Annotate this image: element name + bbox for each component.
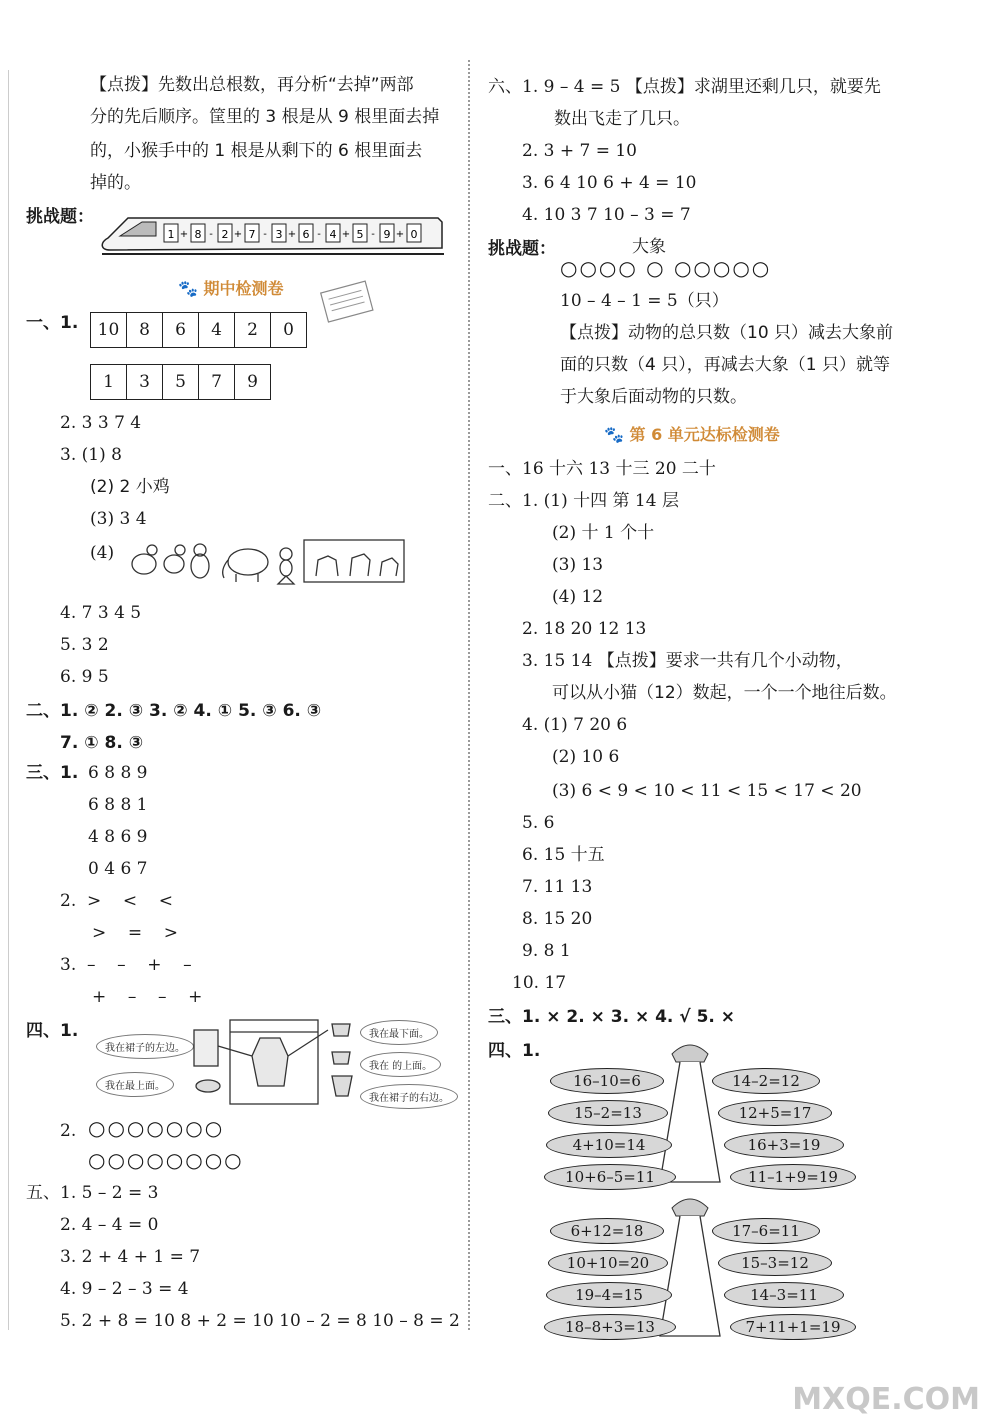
number-boxes-row2: [90, 364, 271, 400]
train-illustration: [98, 212, 448, 256]
equation-oval: 11–1+9=19: [730, 1164, 856, 1190]
equation-oval: 4+10=14: [546, 1132, 672, 1158]
train-operator: -: [263, 229, 267, 240]
equation-oval: 19–4=15: [546, 1282, 672, 1308]
equation-oval: 15–3=12: [718, 1250, 832, 1276]
answer-line: 2.: [60, 1121, 77, 1141]
tip-line: 的，小猴手中的 1 根是从剩下的 6 根里面去: [90, 141, 423, 161]
tip-line: 面的只数（4 只），再减去大象（1 只）就等: [560, 355, 890, 375]
train-cell-value: 5: [356, 228, 364, 241]
answer-line: 3. (1) 8: [60, 445, 122, 465]
number-box: 5: [163, 365, 199, 399]
equation-oval: 7+11+1=19: [730, 1314, 856, 1340]
stamp-icon: [318, 278, 380, 326]
unit-answer: 2. 18 20 12 13: [522, 619, 647, 639]
circles-row: ○○○○○○○: [88, 1116, 225, 1140]
challenge-label: 挑战题：: [26, 207, 94, 227]
train-cell-value: 3: [275, 228, 283, 241]
unit-answer: 5. 6: [522, 813, 555, 833]
number-box: 2: [235, 313, 271, 347]
equation-oval: 10+10=20: [548, 1250, 668, 1276]
section5-line: 2. 4 – 4 = 0: [60, 1215, 159, 1235]
section-title-midterm: 🐾 期中检测卷: [178, 279, 284, 298]
tip-line: 掉的。: [90, 173, 141, 193]
section5-line: 五、1. 5 – 2 = 3: [26, 1183, 159, 1203]
q1-label: 一、1.: [26, 313, 79, 333]
number-box: 10: [91, 313, 127, 347]
section2-line1: 二、1. ② 2. ③ 3. ② 4. ① 5. ③ 6. ③: [26, 701, 322, 721]
unit-answer: 可以从小猫（12）数起，一个一个地往后数。: [552, 683, 897, 703]
unit-answer: 7. 11 13: [522, 877, 593, 897]
train-operator: +: [341, 229, 351, 240]
section6-line: 数出飞走了几只。: [554, 109, 690, 129]
speech-bubble: 我在最上面。: [96, 1072, 174, 1097]
answer-line: 6 8 8 9: [88, 763, 148, 783]
equation-oval: 16+3=19: [724, 1132, 844, 1158]
tip-line: 于大象后面动物的只数。: [560, 387, 747, 407]
unit-answer: 三、1. × 2. × 3. × 4. √ 5. ×: [488, 1007, 736, 1027]
equation-oval: 16–10=6: [550, 1068, 664, 1094]
section2-line2: 7. ① 8. ③: [60, 733, 144, 753]
equation-oval: 14–3=11: [724, 1282, 844, 1308]
answer-line: 2. > < <: [60, 891, 173, 911]
number-box: 7: [199, 365, 235, 399]
answer-line: (3) 3 4: [90, 509, 147, 529]
answer-line: + – – +: [92, 987, 203, 1007]
tip-line: 分的先后顺序。筐里的 3 根是从 9 根里面去掉: [90, 107, 440, 127]
tip-line: 【点拨】先数出总根数，再分析“去掉”两部: [90, 75, 414, 95]
answer-line: > = >: [92, 923, 178, 943]
number-box: 9: [247, 372, 258, 392]
section6-line: 4. 10 3 7 10 – 3 = 7: [522, 205, 691, 225]
equation: 10 – 4 – 1 = 5（只）: [560, 291, 729, 311]
section6-line: 2. 3 + 7 = 10: [522, 141, 637, 161]
wardrobe-illustration: [188, 1016, 358, 1108]
unit-answer: 10. 17: [512, 973, 567, 993]
equation-oval: 15–2=13: [548, 1100, 668, 1126]
speech-bubble: 我在最下面。: [360, 1020, 438, 1045]
train-operator: +: [287, 229, 297, 240]
animal-circles: ○○○○ ○ ○○○○○: [560, 256, 772, 280]
elephant-label: 大象: [632, 237, 666, 257]
equation-oval: 6+12=18: [550, 1218, 664, 1244]
watermark: MXQE.COM: [792, 1382, 980, 1417]
number-box: 1: [91, 365, 127, 399]
tip-line: 【点拨】动物的总只数（10 只）减去大象前: [560, 323, 894, 343]
unit-answer: (2) 10 6: [552, 747, 620, 767]
answer-line: 4. 7 3 4 5: [60, 603, 142, 623]
train-cell-value: 4: [329, 228, 337, 241]
number-box: 4: [199, 313, 235, 347]
section3-label: 三、1.: [26, 763, 79, 783]
left-margin-line: [8, 70, 9, 1330]
section5-line: 3. 2 + 4 + 1 = 7: [60, 1247, 201, 1267]
answer-line: 6. 9 5: [60, 667, 109, 687]
answer-line: 4 8 6 9: [88, 827, 148, 847]
number-boxes-row1: [90, 312, 307, 348]
paw-icon: 🐾: [604, 425, 624, 444]
train-operator: +: [233, 229, 243, 240]
section6-line: 六、1. 9 – 4 = 5 【点拨】求湖里还剩几只，就要先: [488, 77, 881, 97]
answer-line: 5. 3 2: [60, 635, 109, 655]
train-cell-value: 1: [167, 228, 175, 241]
unit-answer: 3. 15 14 【点拨】要求一共有几个小动物，: [522, 651, 853, 671]
train-operator: -: [209, 229, 213, 240]
train-operator: +: [179, 229, 189, 240]
section-title-unit6: 🐾 第 6 单元达标检测卷: [604, 425, 780, 444]
paw-icon: 🐾: [178, 279, 198, 298]
answer-line: 0 4 6 7: [88, 859, 148, 879]
equation-oval: 12+5=17: [718, 1100, 832, 1126]
unit-answer: 8. 15 20: [522, 909, 593, 929]
number-box: 0: [283, 320, 294, 340]
speech-bubble: 我在裙子的右边。: [360, 1084, 458, 1109]
unit-answer: (4) 12: [552, 587, 604, 607]
unit-answer: 二、1. (1) 十四 第 14 层: [488, 491, 679, 511]
train-cell-value: 9: [383, 228, 391, 241]
unit-answer: (2) 十 1 个十: [552, 523, 655, 543]
train-operator: -: [371, 229, 375, 240]
answer-line: 2. 3 3 7 4: [60, 413, 142, 433]
challenge-label-right: 挑战题：: [488, 239, 556, 259]
unit-answer: 四、1.: [488, 1041, 541, 1061]
column-divider: [468, 60, 470, 1330]
unit-answer: 一、16 十六 13 十三 20 二十: [488, 459, 716, 479]
speech-bubble: 我在 的上面。: [360, 1052, 441, 1077]
train-cell-value: 7: [248, 228, 256, 241]
section6-line: 3. 6 4 10 6 + 4 = 10: [522, 173, 697, 193]
equation-oval: 14–2=12: [712, 1068, 820, 1094]
equation-oval: 10+6–5=11: [544, 1164, 676, 1190]
train-cell-value: 0: [410, 228, 418, 241]
train-cell-value: 6: [302, 228, 310, 241]
train-cell-value: 2: [221, 228, 229, 241]
circles-row: ○○○○○○○○: [88, 1148, 244, 1172]
unit-answer: 4. (1) 7 20 6: [522, 715, 628, 735]
answer-line: 6 8 8 1: [88, 795, 148, 815]
train-cell-value: 8: [194, 228, 202, 241]
train-operator: -: [317, 229, 321, 240]
animals-illustration: [128, 536, 408, 586]
unit-answer: (3) 6 < 9 < 10 < 11 < 15 < 17 < 20: [552, 781, 862, 801]
answer-line: (2) 2 小鸡: [90, 477, 170, 497]
equation-oval: 17–6=11: [712, 1218, 820, 1244]
answer-line: 3. – – + –: [60, 955, 192, 975]
unit-answer: 6. 15 十五: [522, 845, 605, 865]
speech-bubble: 我在裙子的左边。: [96, 1034, 194, 1059]
section5-line: 5. 2 + 8 = 10 8 + 2 = 10 10 – 2 = 8 10 – 8 = 2: [60, 1311, 460, 1331]
equation-oval: 18–8+3=13: [544, 1314, 676, 1340]
number-box: 8: [127, 313, 163, 347]
number-box: 3: [127, 365, 163, 399]
section4-label: 四、1.: [26, 1021, 79, 1041]
train-operator: +: [395, 229, 405, 240]
number-box: 6: [163, 313, 199, 347]
unit-answer: 9. 8 1: [522, 941, 571, 961]
answer-line: (4): [90, 543, 115, 563]
section5-line: 4. 9 – 2 – 3 = 4: [60, 1279, 189, 1299]
unit-answer: (3) 13: [552, 555, 604, 575]
